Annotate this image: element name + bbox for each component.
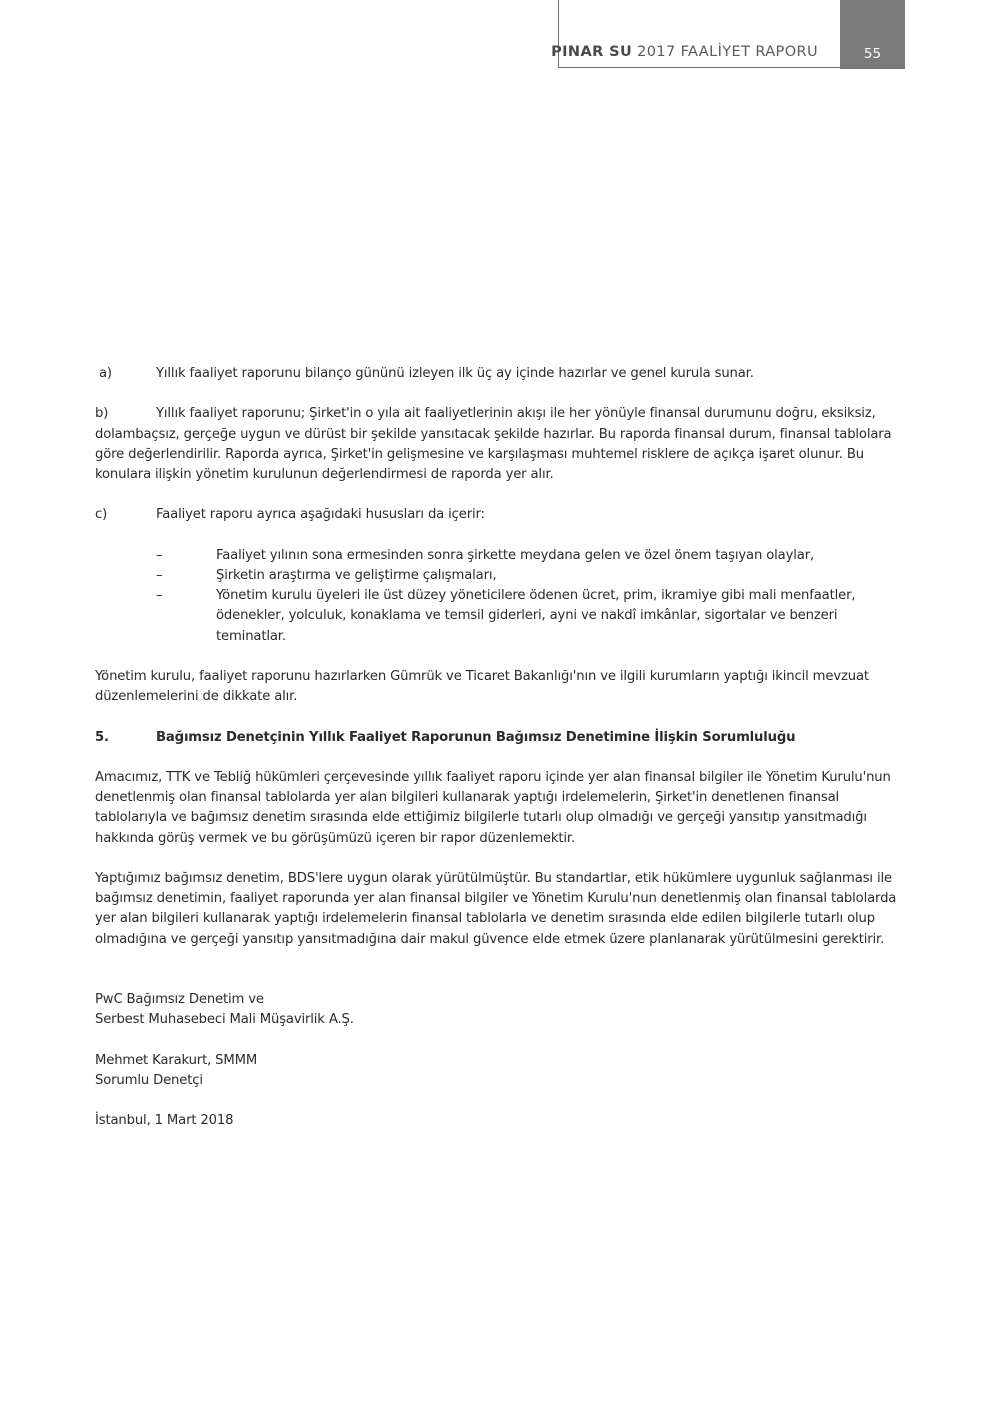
list-item [95, 566, 903, 586]
signer-name: Mehmet Karakurt, SMMM [95, 1052, 258, 1068]
item-c [95, 505, 903, 525]
list-item [95, 586, 903, 647]
signer-role: Sorumlu Denetçi [95, 1072, 203, 1088]
item-b-text: Yıllık faaliyet raporunu; Şirket'in o yıla ait faaliyetlerinin akışı ile her yönüyle finansal durumunu doğru, eksiksiz, dolambaçsız, gerçeğe uygun ve dürüst bir şekilde yansıtacak şekilde hazırlar. Bu raporda finansal durum, finansal tablolara göre değerlendirilir. Raporda ayrıca, Şirket'in gelişmesine ve karşılaşması muhtemel risklere de açıkça işaret olunur. Bu konulara ilişkin yönetim kurulunun değerlendirmesi de raporda yer alır. [95, 406, 892, 482]
section-heading [95, 728, 903, 748]
item-c-text: Faaliyet raporu ayrıca aşağıdaki hususları da içerir: [156, 507, 485, 523]
signature-firm [95, 990, 903, 1030]
section-number: 5. [95, 729, 109, 745]
bullet-text: Şirketin araştırma ve geliştirme çalışmaları, [216, 567, 497, 583]
purpose-paragraph: Amacımız, TTK ve Tebliğ hükümleri çerçevesinde yıllık faaliyet raporu içinde yer alan finansal bilgiler ile Yönetim Kurulu'nun denetlenmiş olan finansal tablolarda yer alan bilgileri kullanarak yaptığı irdelemelerin, Şirket'in denetlenen finansal tablolarıyla ve bağımsız denetim sırasında elde ettiğimiz bilgilerle tutarlı olup olmadığı ve gerçeği yansıtıp yansıtmadığı hakkında görüş vermek ve bu görüşümüzü içeren bir rapor düzenlemektir. [95, 769, 891, 846]
page-number: 55 [863, 46, 882, 62]
spacer [95, 970, 903, 990]
item-a-text: Yıllık faaliyet raporunu bilanço gününü izleyen ilk üç ay içinde hazırlar ve genel kurula sunar. [156, 366, 754, 381]
item-b-label: b) [95, 406, 109, 422]
section-title: Bağımsız Denetçinin Yıllık Faaliyet Raporunun Bağımsız Denetimine İlişkin Sorumluluğu [156, 729, 796, 745]
board-note: Yönetim kurulu, faaliyet raporunu hazırlarken Gümrük ve Ticaret Bakanlığı'nın ve ilgili kurumların yaptığı ikincil mevzuat düzenlemelerini de dikkate alır. [95, 668, 869, 705]
report-title-text: 2017 FAALİYET RAPORU [637, 44, 818, 60]
firm-line-2: Serbest Muhasebeci Mali Müşavirlik A.Ş. [95, 1012, 354, 1028]
firm-line-1: PwC Bağımsız Denetim ve [95, 992, 264, 1008]
page-number-box [840, 0, 905, 69]
item-c-label: c) [95, 507, 108, 523]
bullet-dash: – [156, 547, 163, 563]
item-a [95, 364, 903, 384]
bullet-dash: – [156, 567, 163, 583]
place-date: İstanbul, 1 Mart 2018 [95, 1113, 234, 1129]
item-b [95, 404, 903, 485]
bullet-text: Yönetim kurulu üyeleri ile üst düzey yöneticilere ödenen ücret, prim, ikramiye gibi mali menfaatler, ödenekler, yolculuk, konaklama ve temsil giderleri, ayni ve nakdî imkânlar, sigortalar ve benzeri teminatlar. [216, 588, 856, 644]
report-header [551, 0, 840, 68]
report-brand: PINAR SU [551, 44, 633, 60]
item-a-label: a) [99, 366, 112, 381]
standards-paragraph: Yaptığımız bağımsız denetim, BDS'lere uygun olarak yürütülmüştür. Bu standartlar, etik hükümlere uygunluk sağlanması ile bağımsız denetimin, faaliyet raporunda yer alan finansal bilgiler ve Yönetim Kurulu'nun denetlenmiş olan finansal tablolarda yer alan bilgileri kullanarak yaptığı irdelemelerin finansal tablolarla ve denetim sırasında elde edilen bilgilerle tutarlı olup olmadığına ve gerçeği yansıtıp yansıtmadığına dair makul güvence elde etmek üzere planlanarak yürütülmesini gerektirir. [95, 870, 897, 947]
bullet-dash: – [156, 588, 163, 604]
signature-person [95, 1051, 903, 1091]
list-item [95, 546, 903, 566]
bullet-text: Faaliyet yılının sona ermesinden sonra şirkette meydana gelen ve özel önem taşıyan olaylar, [216, 547, 815, 563]
report-title [551, 44, 818, 60]
report-body [95, 364, 903, 1152]
item-c-list [95, 546, 903, 647]
